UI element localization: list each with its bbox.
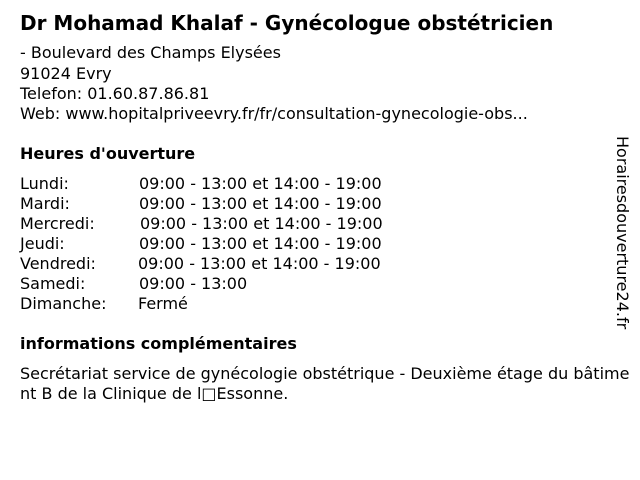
day-hours: 09:00 - 13:00 [139, 274, 248, 293]
address-city: 91024 Evry [20, 64, 112, 83]
day-hours: 09:00 - 13:00 et 14:00 - 19:00 [139, 234, 382, 253]
day-label: Mercredi: [20, 214, 95, 233]
day-label: Samedi: [20, 274, 86, 293]
day-label: Jeudi: [20, 234, 65, 253]
day-label: Mardi: [20, 194, 70, 213]
day-label: Dimanche: [20, 294, 107, 313]
day-hours: 09:00 - 13:00 et 14:00 - 19:00 [138, 254, 381, 273]
info-text: Secrétariat service de gynécologie obstétrique - Deuxième étage du bâtiment B de la Clinique de l□Essonne. [20, 364, 630, 403]
hours-heading: Heures d'ouverture [20, 144, 196, 163]
page-title: Dr Mohamad Khalaf - Gynécologue obstétricien [20, 11, 554, 35]
day-hours: 09:00 - 13:00 et 14:00 - 19:00 [140, 214, 383, 233]
phone-number: Telefon: 01.60.87.86.81 [20, 84, 210, 103]
info-heading: informations complémentaires [20, 334, 297, 353]
day-hours: Fermé [138, 294, 188, 313]
address-street: - Boulevard des Champs Elysées [20, 43, 281, 62]
website-link[interactable]: Web: www.hopitalpriveevry.fr/fr/consultation-gynecologie-obs... [20, 104, 528, 123]
watermark: Horairesdouverture24.fr [613, 136, 632, 330]
day-hours: 09:00 - 13:00 et 14:00 - 19:00 [139, 174, 382, 193]
day-hours: 09:00 - 13:00 et 14:00 - 19:00 [139, 194, 382, 213]
day-label: Lundi: [20, 174, 69, 193]
day-label: Vendredi: [20, 254, 96, 273]
